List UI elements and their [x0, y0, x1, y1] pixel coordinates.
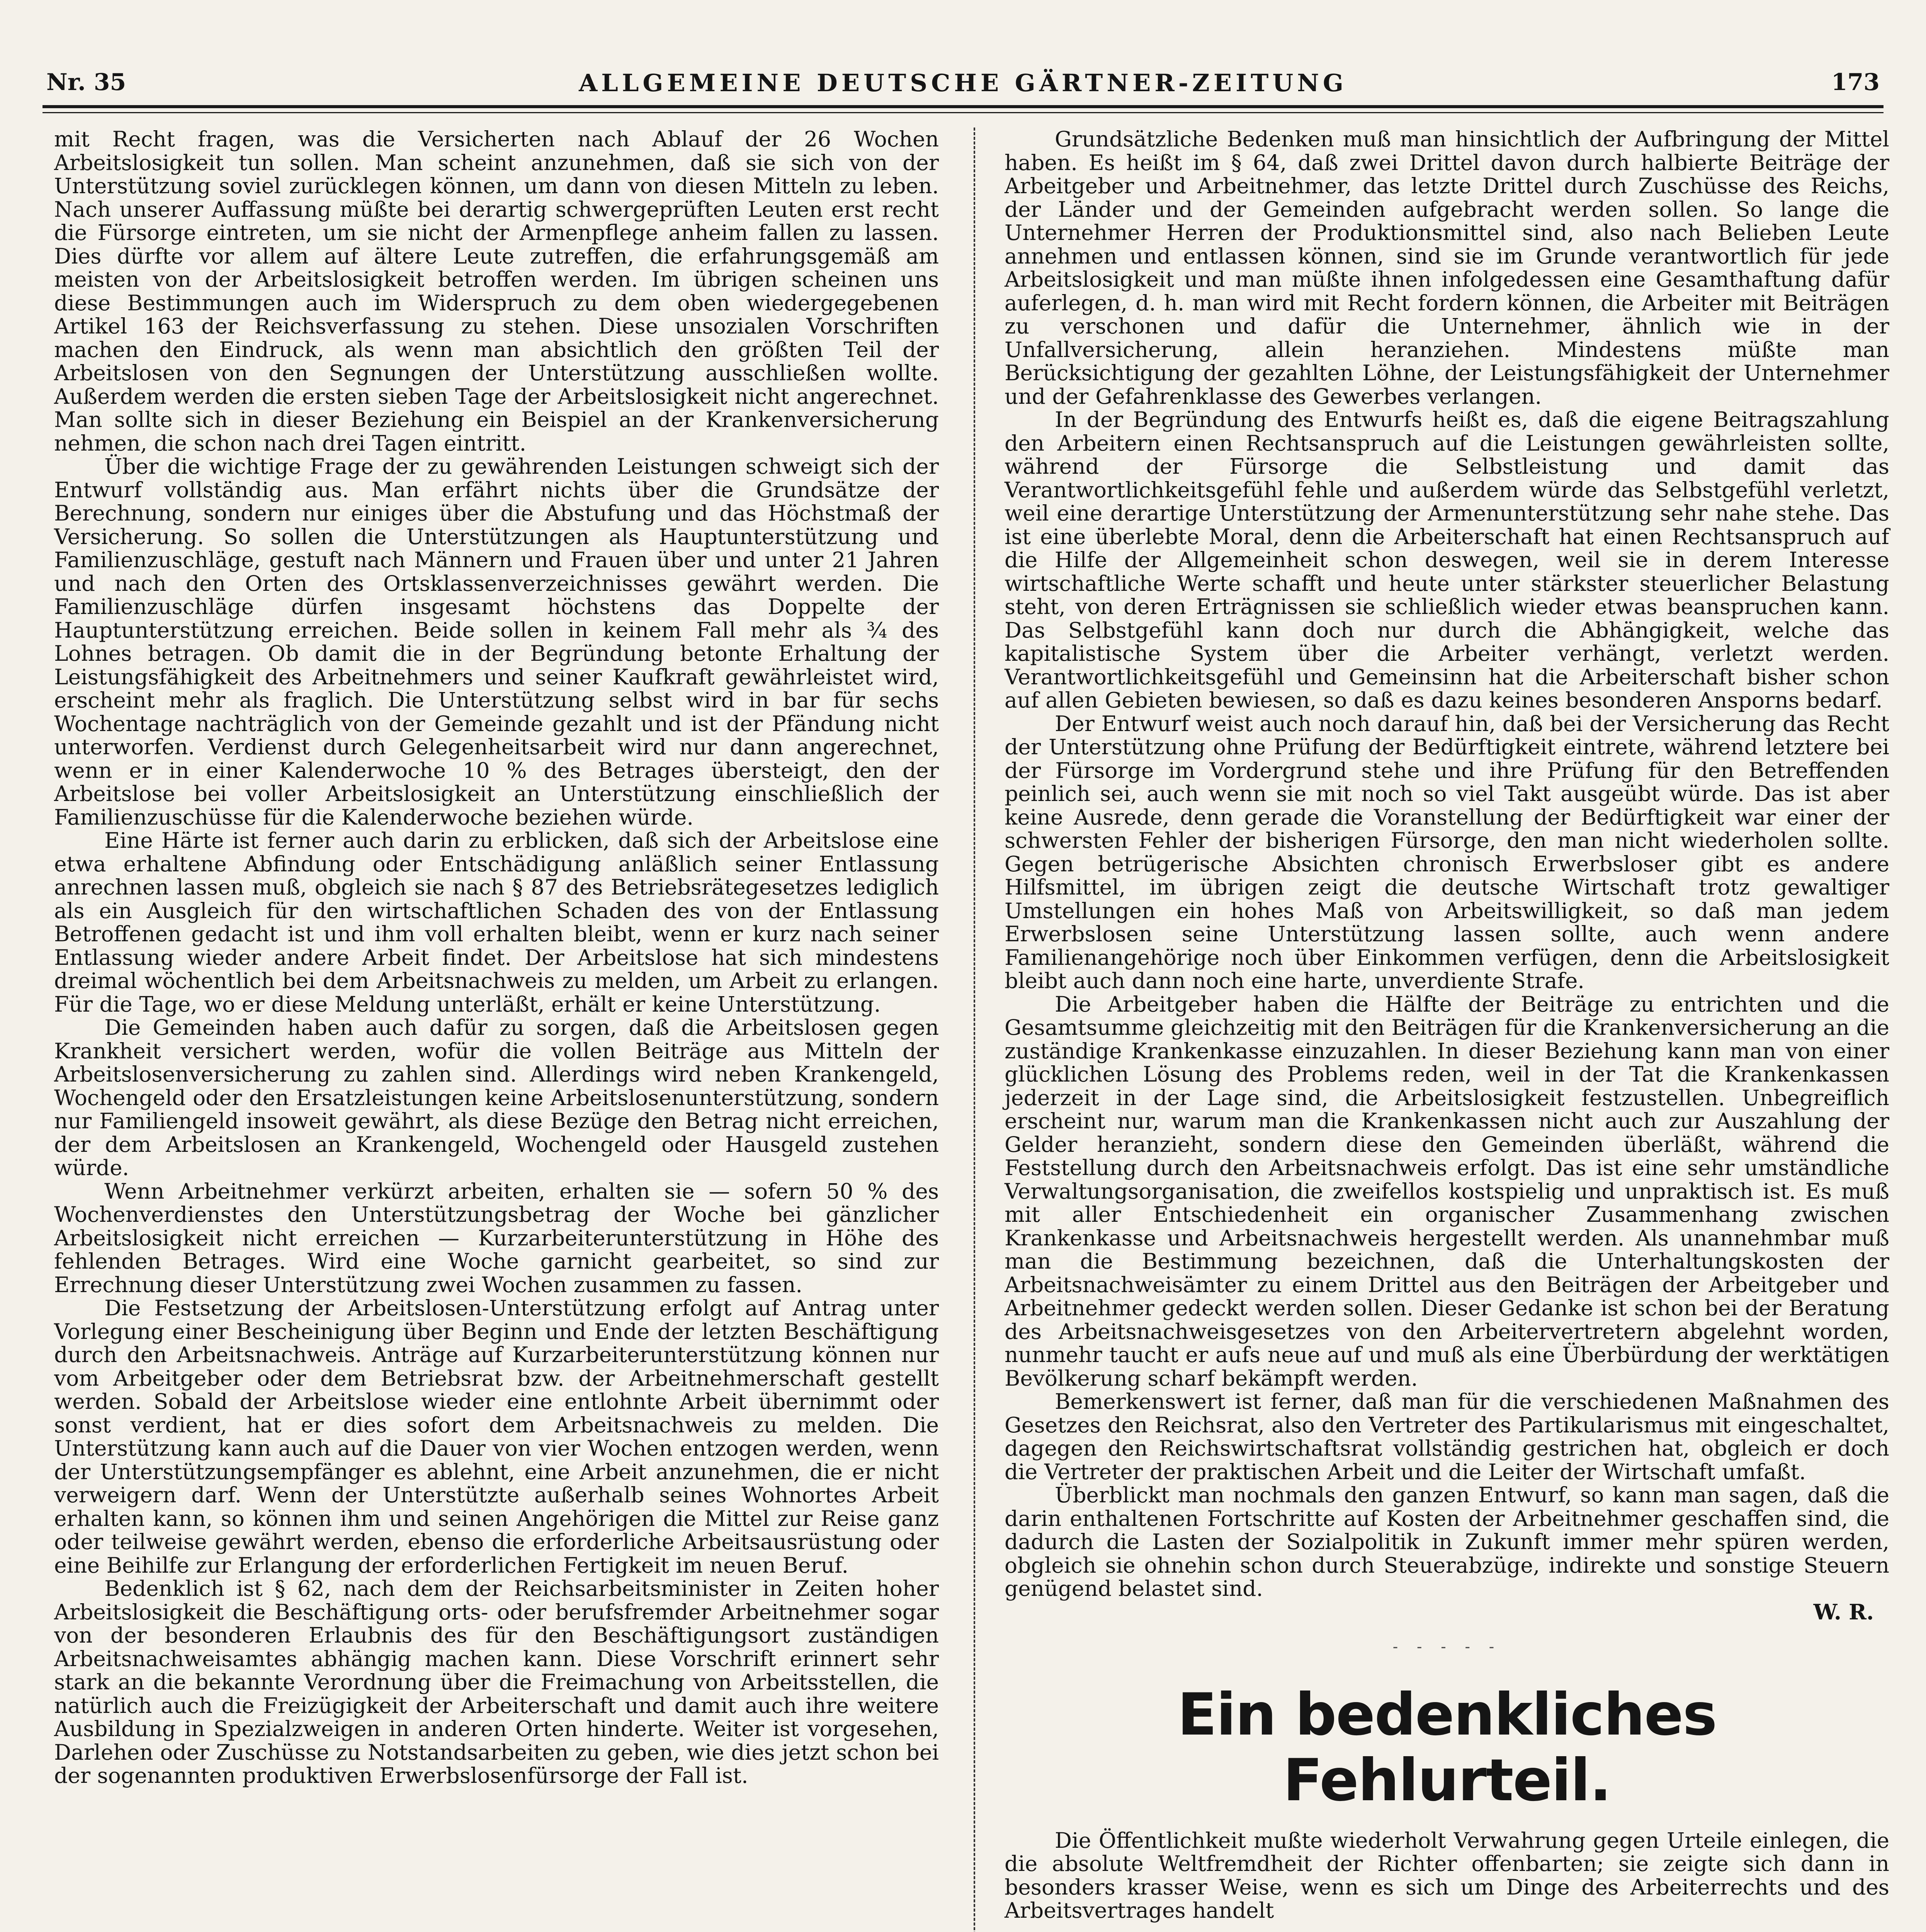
left-column	[54, 128, 939, 1787]
paragraph: Bedenklich ist § 62, nach dem der Reichsarbeitsminister in Zeiten hoher Arbeitslosigkeit die Beschäftigung orts- oder berufsfremder Arbeitnehmer sogar von der besonderen Erlaubnis des für den Beschäftigungsort zuständigen Arbeitsnachweisamtes abhängig machen kann. Diese Vorschrift erinnert sehr stark an die bekannte Verordnung über die Freimachung von Arbeitsstellen, die natürlich auch die Freizügigkeit der Arbeiterschaft und damit auch ihre weitere Ausbildung in Spezialzweigen in anderen Orten hinderte. Weiter ist vorgesehen, Darlehen oder Zuschüsse zu Notstandsarbeiten zu geben, wie dies jetzt schon bei der sogenannten produktiven Erwerbslosenfürsorge der Fall ist.	[54, 1576, 939, 1788]
right-column	[1005, 128, 1889, 1922]
column-divider	[974, 128, 975, 1932]
header-rule	[42, 105, 1884, 108]
paragraph: Grundsätzliche Bedenken muß man hinsichtlich der Aufbringung der Mittel haben. Es heißt im § 64, daß zwei Drittel davon durch halbierte Beiträge der Arbeitgeber und Arbeitnehmer, das letzte Drittel durch Zuschüsse des Reichs, der Länder und der Gemeinden aufgebracht werden sollen. So lange die Unternehmer Herren der Produktionsmittel sind, also nach Belieben Leute annehmen und entlassen können, sind sie im Grunde verantwortlich für jede Arbeitslosigkeit und man müßte ihnen infolgedessen eine Gesamthaftung dafür auferlegen, d. h. man wird mit Recht fordern können, die Arbeiter mit Beiträgen zu verschonen und dafür die Unternehmer, ähnlich wie in der Unfallversicherung, allein heranziehen. Mindestens müßte man Berücksichtigung der gezahlten Löhne, der Leistungsfähigkeit der Unternehmer und der Gefahrenklasse des Gewerbes verlangen.	[1005, 127, 1889, 409]
article-headline: Ein bedenkliches Fehlurteil.	[1177, 1681, 1717, 1814]
paragraph: Bemerkenswert ist ferner, daß man für die verschiedenen Maßnahmen des Gesetzes den Reichsrat, also den Vertreter des Partikularismus mit eingeschaltet, dagegen den Reichswirtschaftsrat vollständig gestrichen hat, obgleich er doch die Vertreter der praktischen Arbeit und die Leiter der Wirtschaft umfaßt.	[1005, 1389, 1889, 1484]
paragraph: Die Arbeitgeber haben die Hälfte der Beiträge zu entrichten und die Gesamtsumme gleichzeitig mit den Beiträgen für die Krankenversicherung an die zuständige Krankenkasse einzuzahlen. In dieser Beziehung kann man von einer glücklichen Lösung des Problems reden, weil in der Tat die Krankenkassen jederzeit in der Lage sind, die Arbeitslosigkeit festzustellen. Unbegreiflich erscheint nur, warum man die Krankenkassen nicht auch zur Auszahlung der Gelder heranzieht, sondern diese den Gemeinden überläßt, während die Feststellung durch den Arbeitsnachweis erfolgt. Das ist eine sehr umständliche Verwaltungsorganisation, die zweifellos kostspielig und unpraktisch ist. Es muß mit aller Entschiedenheit ein organischer Zusammenhang zwischen Krankenkasse und Arbeitsnachweis hergestellt werden. Als unannehmbar muß man die Bestimmung bezeichnen, daß die Unterhaltungskosten der Arbeitsnachweisämter zu einem Drittel aus den Beiträgen der Arbeitgeber und Arbeitnehmer gedeckt werden sollen. Dieser Gedanke ist schon bei der Beratung des Arbeitsnachweisgesetzes von den Arbeitervertretern abgelehnt worden, nunmehr taucht er aufs neue auf und muß als eine Überbürdung der werktätigen Bevölkerung scharf bekämpft werden.	[1005, 992, 1889, 1391]
paragraph: Die Öffentlichkeit mußte wiederholt Verwahrung gegen Urteile einlegen, die die absolute Weltfremdheit der Richter offenbarten; sie zeigte sich dann in besonders krasser Weise, wenn es sich um Dinge des Arbeiterrechts und des Arbeitsvertrages handelt	[1005, 1828, 1889, 1923]
paragraph: Überblickt man nochmals den ganzen Entwurf, so kann man sagen, daß die darin enthaltenen Fortschritte auf Kosten der Arbeitnehmer geschaffen sind, die dadurch die Lasten der Sozialpolitik in Zukunft immer mehr spüren werden, obgleich sie ohnehin schon durch Steuerabzüge, indirekte und sonstige Steuern genügend belastet sind.	[1005, 1483, 1889, 1601]
page-header	[46, 62, 1880, 108]
paragraph: In der Begründung des Entwurfs heißt es, daß die eigene Beitragszahlung den Arbeitern einen Rechtsanspruch auf die Leistungen gewährleisten sollte, während der Fürsorge die Selbstleistung und damit das Verantwortlichkeitsgefühl fehle und außerdem würde das Selbstgefühl verletzt, weil eine derartige Unterstützung der Armenunterstützung sehr nahe stehe. Das ist eine überlebte Moral, denn die Arbeiterschaft hat einen Rechtsanspruch auf die Hilfe der Allgemeinheit schon deswegen, weil sie in derem Interesse wirtschaftliche Werte schafft und heute unter stärkster steuerlicher Belastung steht, von deren Erträgnissen sie schließlich wieder etwas beanspruchen kann. Das Selbstgefühl kann doch nur durch die Abhängigkeit, welche das kapitalistische System über die Arbeiter verhängt, verletzt werden. Verantwortlichkeitsgefühl und Gemeinsinn hat die Arbeiterschaft bisher schon auf allen Gebieten bewiesen, so daß es dazu keines besonderen Ansporns bedarf.	[1005, 407, 1889, 713]
article-separator: - - - - -	[1392, 1638, 1501, 1656]
paragraph: Eine Härte ist ferner auch darin zu erblicken, daß sich der Arbeitslose eine etwa erhaltene Abfindung oder Entschädigung anläßlich seiner Entlassung anrechnen lassen muß, obgleich sie nach § 87 des Betriebsrätegesetzes lediglich als ein Ausgleich für den wirtschaftlichen Schaden des von der Entlassung Betroffenen gedacht ist und ihm voll erhalten bleibt, wenn er kurz nach seiner Entlassung wieder andere Arbeit findet. Der Arbeitslose hat sich mindestens dreimal wöchentlich bei dem Arbeitsnachweis zu melden, um Arbeit zu erlangen. Für die Tage, wo er diese Meldung unterläßt, erhält er keine Unterstützung.	[54, 828, 939, 1017]
header-rule-thin	[42, 112, 1884, 113]
page-number: 173	[1831, 69, 1880, 96]
paragraph: Wenn Arbeitnehmer verkürzt arbeiten, erhalten sie — sofern 50 % des Wochenverdienstes den Unterstützungsbetrag der Woche bei gänzlicher Arbeitslosigkeit nicht erreichen — Kurzarbeiterunterstützung in Höhe des fehlenden Betrages. Wird eine Woche garnicht gearbeitet, so sind zur Errechnung dieser Unterstützung zwei Wochen zusammen zu fassen.	[54, 1179, 939, 1297]
paragraph: mit Recht fragen, was die Versicherten nach Ablauf der 26 Wochen Arbeitslosigkeit tun sollen. Man scheint anzunehmen, daß sie sich von der Unterstützung soviel zurücklegen können, um dann von diesen Mitteln zu leben. Nach unserer Auffassung müßte bei derartig schwergeprüften Leuten erst recht die Fürsorge eintreten, um sie nicht der Armenpflege anheim fallen zu lassen. Dies dürfte vor allem auf ältere Leute zutreffen, die erfahrungsgemäß am meisten von der Arbeitslosigkeit betroffen werden. Im übrigen scheinen uns diese Bestimmungen auch im Widerspruch zu dem oben wiedergegebenen Artikel 163 der Reichsverfassung zu stehen. Diese unsozialen Vorschriften machen den Eindruck, als wenn man absichtlich den größten Teil der Arbeitslosen von den Segnungen der Unterstützung ausschließen wollte. Außerdem werden die ersten sieben Tage der Arbeitslosigkeit nicht angerechnet. Man sollte sich in dieser Beziehung ein Beispiel an der Krankenversicherung nehmen, die schon nach drei Tagen eintritt.	[54, 127, 939, 456]
newspaper-title: ALLGEMEINE DEUTSCHE GÄRTNER-ZEITUNG	[579, 69, 1347, 97]
paragraph: Die Gemeinden haben auch dafür zu sorgen, daß die Arbeitslosen gegen Krankheit versichert werden, wofür die vollen Beiträge aus Mitteln der Arbeitslosenversicherung zu zahlen sind. Allerdings wird neben Krankengeld, Wochengeld oder den Ersatzleistungen keine Arbeitslosenunterstützung, sondern nur Familiengeld insoweit gewährt, als diese Bezüge den Betrag nicht erreichen, der dem Arbeitslosen an Krankengeld, Wochengeld oder Hausgeld zustehen würde.	[54, 1015, 939, 1180]
paragraph: Über die wichtige Frage der zu gewährenden Leistungen schweigt sich der Entwurf vollständig aus. Man erfährt nichts über die Grundsätze der Berechnung, sondern nur einiges über die Abstufung und das Höchstmaß der Versicherung. So sollen die Unterstützungen als Hauptunterstützung und Familienzuschläge, gestuft nach Männern und Frauen über und unter 21 Jahren und nach den Orten des Ortsklassenverzeichnisses gewährt werden. Die Familienzuschläge dürfen insgesamt höchstens das Doppelte der Hauptunterstützung erreichen. Beide sollen in keinem Fall mehr als ¾ des Lohnes betragen. Ob damit die in der Begründung betonte Erhaltung der Leistungsfähigkeit des Arbeitnehmers und seiner Kaufkraft gewährleistet wird, erscheint mehr als fraglich. Die Unterstützung selbst wird in bar für sechs Wochentage nachträglich von der Gemeinde gezahlt und ist der Pfändung nicht unterworfen. Verdienst durch Gelegenheitsarbeit wird nur dann angerechnet, wenn er in einer Kalenderwoche 10 % des Betrages übersteigt, den der Arbeitslose bei voller Arbeitslosigkeit an Unterstützung einschließlich der Familienzuschüsse für die Kalenderwoche beziehen würde.	[54, 454, 939, 830]
article-signature: W. R.	[1813, 1599, 1874, 1624]
paragraph: Der Entwurf weist auch noch darauf hin, daß bei der Versicherung das Recht der Unterstützung ohne Prüfung der Bedürftigkeit eintrete, während letztere bei der Fürsorge im Vordergrund stehe und ihre Prüfung für den Betreffenden peinlich sei, auch wenn sie mit noch so viel Takt ausgeübt würde. Das ist aber keine Ausrede, denn gerade die Voranstellung der Bedürftigkeit war einer der schwersten Fehler der bisherigen Fürsorge, den man nicht wiederholen sollte. Gegen betrügerische Absichten chronisch Erwerbsloser gibt es andere Hilfsmittel, im übrigen zeigt die deutsche Wirtschaft trotz gewaltiger Umstellungen ein hohes Maß von Arbeitswilligkeit, so daß man jedem Erwerbslosen seine Unterstützung lassen sollte, auch wenn andere Familienangehörige noch über Einkommen verfügen, denn die Arbeitslosigkeit bleibt auch dann noch eine harte, unverdiente Strafe.	[1005, 711, 1889, 993]
issue-number: Nr. 35	[46, 69, 126, 96]
paragraph: Die Festsetzung der Arbeitslosen-Unterstützung erfolgt auf Antrag unter Vorlegung einer Bescheinigung über Beginn und Ende der letzten Beschäftigung durch den Arbeitsnachweis. Anträge auf Kurzarbeiterunterstützung können nur vom Arbeitgeber oder dem Betriebsrat bzw. der Arbeitnehmerschaft gestellt werden. Sobald der Arbeitslose wieder eine entlohnte Arbeit übernimmt oder sonst verdient, hat er dies sofort dem Arbeitsnachweis zu melden. Die Unterstützung kann auch auf die Dauer von vier Wochen entzogen werden, wenn der Unterstützungsempfänger es ablehnt, eine Arbeit anzunehmen, die er nicht verweigern darf. Wenn der Unterstützte außerhalb seines Wohnortes Arbeit erhalten kann, so können ihm und seinen Angehörigen die Mittel zur Reise ganz oder teilweise gewährt werden, ebenso die erforderliche Arbeitsausrüstung oder eine Beihilfe zur Erlangung der erforderlichen Fertigkeit im neuen Beruf.	[54, 1296, 939, 1578]
